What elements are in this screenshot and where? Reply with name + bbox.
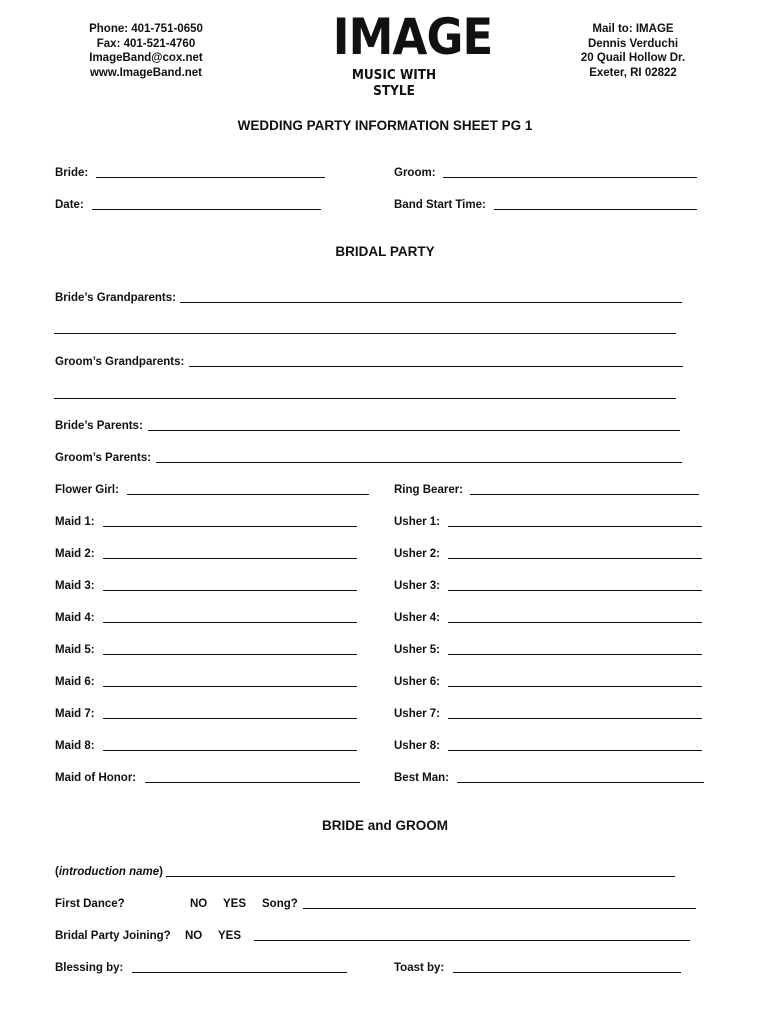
usher-6-field[interactable]	[448, 686, 702, 687]
usher-2-field[interactable]	[448, 558, 702, 559]
brides-parents-label: Bride’s Parents:	[55, 420, 143, 432]
usher-6-label: Usher 6:	[394, 676, 441, 688]
usher-1-field[interactable]	[448, 526, 702, 527]
introduction-name-label	[55, 865, 163, 879]
mail-to-text: Mail to: IMAGE	[592, 23, 674, 35]
maid-7-field[interactable]	[103, 718, 357, 719]
intro-close-paren: )	[159, 866, 163, 878]
bridal-party-joining-label: Bridal Party Joining?	[55, 930, 171, 942]
website-text: www.ImageBand.net	[89, 66, 203, 79]
first-dance-label: First Dance?	[55, 898, 125, 910]
bride-field[interactable]	[96, 177, 325, 178]
phone-text: Phone: 401-751-0650	[89, 23, 203, 35]
toast-by-field[interactable]	[453, 972, 681, 973]
maid-1-label: Maid 1:	[55, 516, 95, 528]
bride-label: Bride:	[55, 167, 89, 179]
usher-3-label: Usher 3:	[394, 580, 441, 592]
mailing-address-block	[572, 22, 694, 80]
maid-7-label: Maid 7:	[55, 708, 95, 720]
usher-5-label: Usher 5:	[394, 644, 441, 656]
usher-3-field[interactable]	[448, 590, 702, 591]
ring-bearer-label: Ring Bearer:	[394, 484, 464, 496]
usher-4-field[interactable]	[448, 622, 702, 623]
brides-grandparents-label: Bride’s Grandparents:	[55, 292, 176, 304]
maid-4-label: Maid 4:	[55, 612, 95, 624]
usher-1-label: Usher 1:	[394, 516, 441, 528]
bridal-joining-no-option[interactable]: NO	[185, 930, 203, 942]
blessing-by-field[interactable]	[132, 972, 347, 973]
maid-8-label: Maid 8:	[55, 740, 95, 752]
mail-name-text: Dennis Verduchi	[587, 37, 679, 50]
maid-5-field[interactable]	[103, 654, 357, 655]
mail-street-text: 20 Quail Hollow Dr.	[580, 52, 686, 64]
usher-8-field[interactable]	[448, 750, 702, 751]
maid-6-label: Maid 6:	[55, 676, 95, 688]
first-dance-no-option[interactable]: NO	[190, 898, 208, 910]
blessing-by-label: Blessing by:	[55, 962, 124, 974]
mail-city-text: Exeter, RI 02822	[589, 66, 677, 79]
grooms-parents-field[interactable]	[156, 462, 682, 463]
ring-bearer-field[interactable]	[470, 494, 699, 495]
brides-parents-field[interactable]	[148, 430, 680, 431]
best-man-label: Best Man:	[394, 772, 449, 784]
song-label: Song?	[262, 898, 298, 910]
date-field[interactable]	[92, 209, 321, 210]
groom-label: Groom:	[394, 167, 436, 179]
maid-2-field[interactable]	[103, 558, 357, 559]
bridal-party-heading: BRIDAL PARTY	[335, 244, 435, 259]
intro-open-paren: (	[55, 866, 59, 878]
maid-5-label: Maid 5:	[55, 644, 95, 656]
page-title: WEDDING PARTY INFORMATION SHEET PG 1	[237, 118, 533, 133]
introduction-name-field[interactable]	[166, 876, 675, 877]
maid-of-honor-field[interactable]	[145, 782, 360, 783]
fax-text: Fax: 401-521-4760	[96, 37, 196, 50]
flower-girl-label: Flower Girl:	[55, 484, 119, 496]
maid-6-field[interactable]	[103, 686, 357, 687]
usher-5-field[interactable]	[448, 654, 702, 655]
first-dance-yes-option[interactable]: YES	[223, 898, 247, 910]
maid-2-label: Maid 2:	[55, 548, 95, 560]
band-start-time-field[interactable]	[494, 209, 697, 210]
logo-tagline: MUSIC WITH STYLE	[351, 68, 437, 99]
usher-8-label: Usher 8:	[394, 740, 441, 752]
bridal-party-joining-field[interactable]	[254, 940, 690, 941]
logo-wordmark: IMAGE	[332, 8, 493, 66]
maid-1-field[interactable]	[103, 526, 357, 527]
maid-8-field[interactable]	[103, 750, 357, 751]
date-label: Date:	[55, 199, 84, 211]
email-text: ImageBand@cox.net	[89, 52, 203, 64]
maid-3-field[interactable]	[103, 590, 357, 591]
usher-7-label: Usher 7:	[394, 708, 441, 720]
best-man-field[interactable]	[457, 782, 704, 783]
brides-grandparents-field-2[interactable]	[54, 333, 676, 334]
groom-field[interactable]	[443, 177, 697, 178]
flower-girl-field[interactable]	[127, 494, 369, 495]
grooms-grandparents-field[interactable]	[189, 366, 683, 367]
toast-by-label: Toast by:	[394, 962, 445, 974]
grooms-grandparents-field-2[interactable]	[54, 398, 676, 399]
usher-2-label: Usher 2:	[394, 548, 441, 560]
grooms-grandparents-label: Groom’s Grandparents:	[55, 356, 185, 368]
usher-4-label: Usher 4:	[394, 612, 441, 624]
grooms-parents-label: Groom’s Parents:	[55, 452, 152, 464]
band-start-time-label: Band Start Time:	[394, 199, 486, 211]
song-field[interactable]	[303, 908, 696, 909]
brides-grandparents-field[interactable]	[180, 302, 682, 303]
maid-of-honor-label: Maid of Honor:	[55, 772, 137, 784]
bridal-joining-yes-option[interactable]: YES	[218, 930, 242, 942]
usher-7-field[interactable]	[448, 718, 702, 719]
maid-4-field[interactable]	[103, 622, 357, 623]
contact-block	[76, 22, 216, 80]
maid-3-label: Maid 3:	[55, 580, 95, 592]
image-band-logo	[326, 8, 493, 99]
intro-name-text: introduction name	[58, 866, 160, 878]
bride-and-groom-heading: BRIDE and GROOM	[321, 818, 448, 833]
